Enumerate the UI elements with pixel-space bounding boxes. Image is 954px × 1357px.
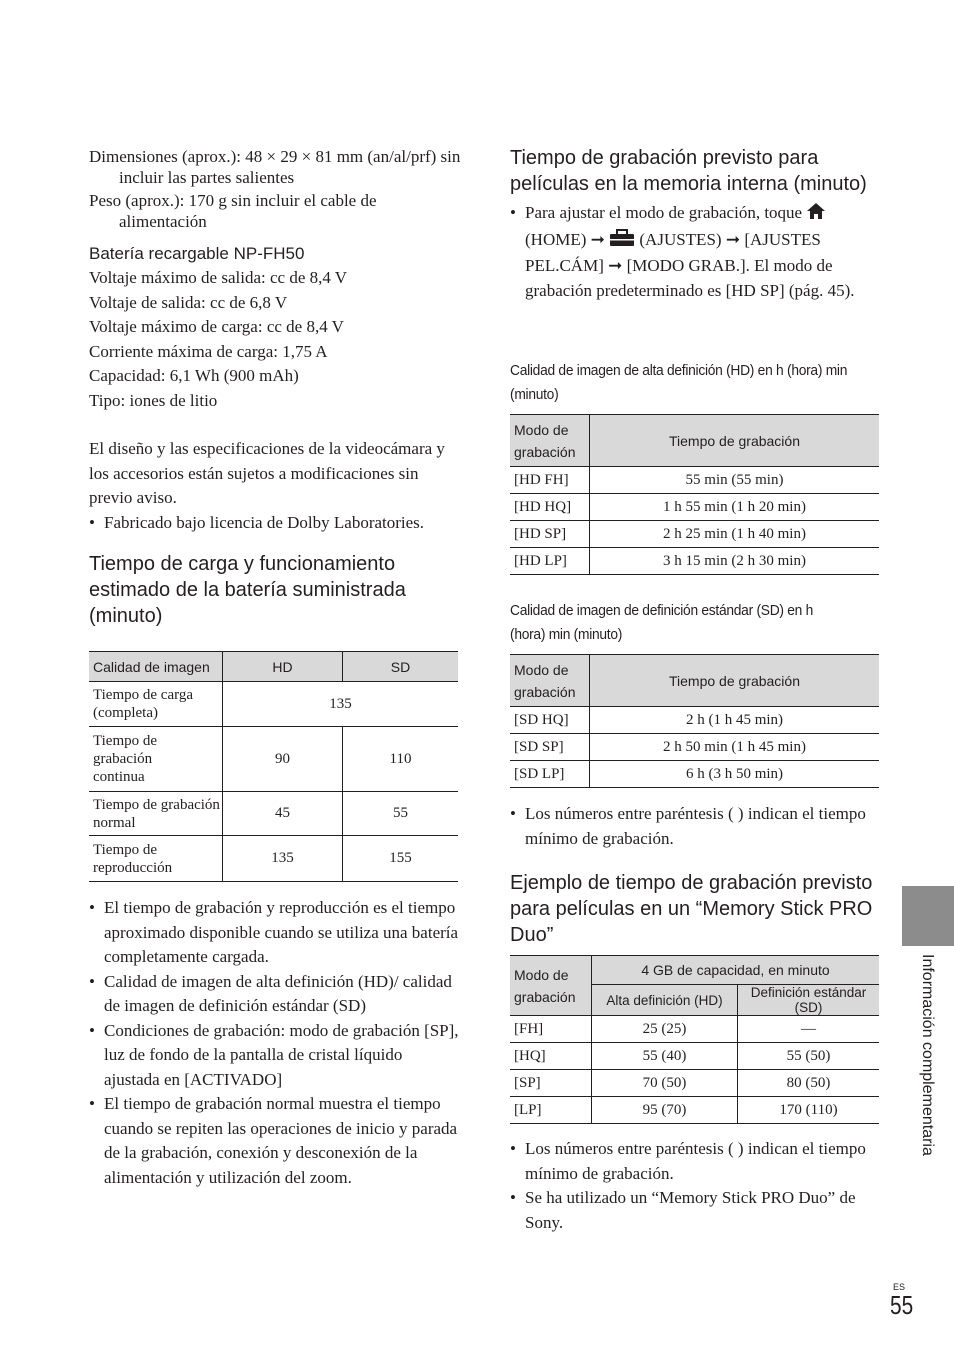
- cell-value: 135: [223, 682, 459, 727]
- header-sd: Definición estándar (SD): [738, 985, 880, 1016]
- cell-value: 55: [343, 792, 459, 836]
- arrow-right-icon: ➞: [725, 229, 741, 249]
- table-row: [FH] 25 (25) —: [510, 1016, 879, 1043]
- dolby-note: • Fabricado bajo licencia de Dolby Laboratories.: [89, 511, 461, 536]
- spec-dimensions: Dimensiones (aprox.): 48 × 29 × 81 mm (an/al/prf) sin incluir las partes salientes: [89, 147, 461, 187]
- table-row: [89, 792, 458, 836]
- header-sd: SD: [343, 652, 459, 682]
- cell-value: 135: [223, 836, 343, 882]
- battery-spec: Corriente máxima de carga: 1,75 A: [89, 341, 328, 361]
- right-column: [510, 145, 880, 303]
- section-tab-label: Información complementaria: [919, 954, 936, 1156]
- recording-mode-instruction: • Para ajustar el modo de grabación, toque (HOME) ➞ (AJUSTES) ➞ [AJUSTES PEL.CÁM] ➞ [MODO GRAB.]. El modo de grabación predeterminado es [HD SP] (pág. 45).: [510, 201, 880, 303]
- table-row: [HQ] 55 (40) 55 (50): [510, 1043, 879, 1070]
- row-label: Tiempo de carga (completa): [89, 682, 223, 727]
- battery-section-title: Tiempo de carga y funcionamiento estimado de la batería suministrada (minuto): [89, 553, 406, 627]
- memory-stick-title: Ejemplo de tiempo de grabación previsto para películas en un “Memory Stick PRO Duo”: [510, 872, 873, 946]
- row-label: Tiempo de reproducción: [89, 836, 223, 882]
- memory-stick-table: [510, 955, 879, 1124]
- note-item: • Calidad de imagen de alta definición (HD)/ calidad de imagen de definición estándar (SD): [89, 970, 461, 1019]
- table-row: [HD HQ] 1 h 55 min (1 h 20 min): [510, 494, 879, 521]
- arrow-right-icon: ➞: [608, 256, 623, 275]
- sd-caption: Calidad de imagen de definición estándar (SD) en h (hora) min (minuto): [510, 602, 814, 643]
- table-row: [HD LP] 3 h 15 min (2 h 30 min): [510, 548, 879, 575]
- battery-notes: [89, 896, 461, 1190]
- home-icon: [806, 202, 826, 228]
- header-hd: HD: [223, 652, 343, 682]
- header-hd: Alta definición (HD): [592, 985, 738, 1016]
- note-item: • El tiempo de grabación y reproducción es el tiempo aproximado disponible cuando se utiliza una batería completamente cargada.: [89, 896, 461, 970]
- row-label: Tiempo de grabación continua: [89, 727, 223, 792]
- table-row: [89, 682, 458, 727]
- cell-value: 110: [343, 727, 459, 792]
- left-column: [89, 146, 461, 629]
- table-row: [LP] 95 (70) 170 (110): [510, 1097, 879, 1124]
- table-row: [HD FH] 55 min (55 min): [510, 467, 879, 494]
- battery-spec: Voltaje máximo de carga: cc de 8,4 V: [89, 317, 344, 336]
- hd-table: [510, 414, 879, 575]
- row-label: Tiempo de grabación normal: [89, 792, 223, 836]
- table-row: [89, 836, 458, 882]
- sd-table: [510, 654, 879, 788]
- header-image-quality: Calidad de imagen: [89, 652, 223, 682]
- cell-value: 155: [343, 836, 459, 882]
- design-note: El diseño y las especificaciones de la videocámara y los accesorios están sujetos a modificaciones sin previo aviso.: [89, 439, 445, 507]
- note-item: • Condiciones de grabación: modo de grabación [SP], luz de fondo de la pantalla de cristal líquido ajustada en [ACTIVADO]: [89, 1019, 461, 1093]
- page-number: 55: [890, 1290, 914, 1320]
- spec-weight: Peso (aprox.): 170 g sin incluir el cable de alimentación: [89, 191, 377, 231]
- cell-value: 45: [223, 792, 343, 836]
- battery-spec: Voltaje máximo de salida: cc de 8,4 V: [89, 268, 348, 287]
- battery-title: Batería recargable NP-FH50: [89, 244, 305, 263]
- header-mode: Modo de grabación: [510, 956, 592, 1016]
- note-item: • El tiempo de grabación normal muestra el tiempo cuando se repiten las operaciones de inicio y parada de la grabación, conexión y desconexión de la alimentación y utilización del zoom.: [89, 1092, 461, 1190]
- table-row: [SD SP] 2 h 50 min (1 h 45 min): [510, 734, 879, 761]
- table-row: [SP] 70 (50) 80 (50): [510, 1070, 879, 1097]
- battery-spec: Tipo: iones de litio: [89, 390, 218, 410]
- memory-stick-notes: [510, 1137, 880, 1235]
- sd-notes: [510, 802, 880, 948]
- table-row: [SD HQ] 2 h (1 h 45 min): [510, 707, 879, 734]
- table-row: [HD SP] 2 h 25 min (1 h 40 min): [510, 521, 879, 548]
- note-item: • Los números entre paréntesis ( ) indican el tiempo mínimo de grabación.: [510, 802, 880, 851]
- table-row: [89, 727, 458, 792]
- note-item: • Los números entre paréntesis ( ) indican el tiempo mínimo de grabación.: [510, 1137, 880, 1186]
- toolbox-icon: [609, 229, 635, 255]
- cell-value: 90: [223, 727, 343, 792]
- header-capacity: 4 GB de capacidad, en minuto: [592, 956, 880, 985]
- battery-table: [89, 651, 458, 882]
- internal-memory-title: Tiempo de grabación previsto para películas en la memoria interna (minuto): [510, 147, 867, 195]
- table-row: [SD LP] 6 h (3 h 50 min): [510, 761, 879, 788]
- header-mode: Modo de grabación: [510, 655, 590, 707]
- header-mode: Modo de grabación: [510, 415, 590, 467]
- section-tab: [902, 886, 954, 946]
- battery-spec: Capacidad: 6,1 Wh (900 mAh): [89, 366, 299, 385]
- note-item: • Se ha utilizado un “Memory Stick PRO Duo” de Sony.: [510, 1186, 880, 1235]
- header-time: Tiempo de grabación: [590, 655, 880, 707]
- arrow-right-icon: ➞: [590, 229, 605, 249]
- hd-caption: Calidad de imagen de alta definición (HD) en h (hora) min (minuto): [510, 362, 848, 403]
- battery-specs: [89, 266, 461, 413]
- language-code: ES: [893, 1282, 906, 1292]
- battery-spec: Voltaje de salida: cc de 6,8 V: [89, 292, 288, 312]
- header-time: Tiempo de grabación: [590, 415, 880, 467]
